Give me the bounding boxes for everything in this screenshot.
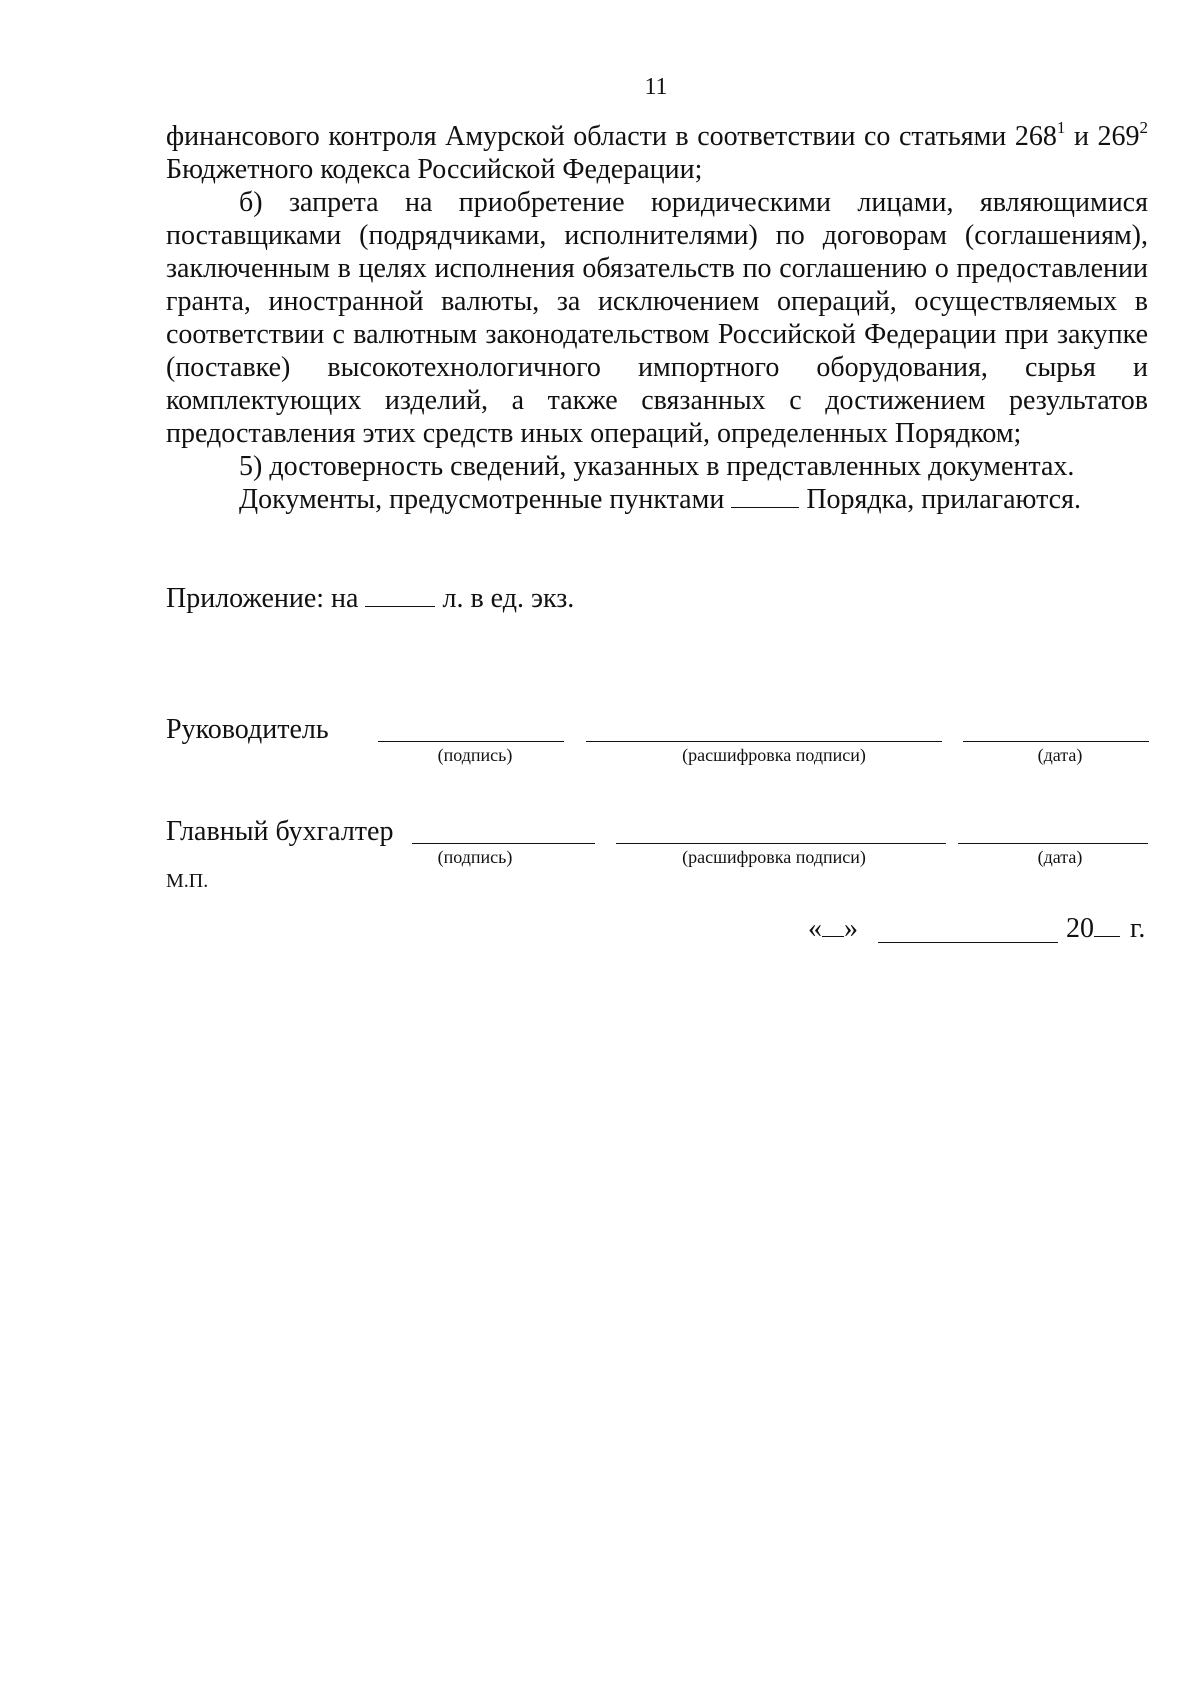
- close-quote: »: [844, 913, 858, 944]
- accountant-decoding-line[interactable]: [616, 843, 946, 844]
- year-suffix: г.: [1130, 913, 1146, 944]
- accountant-date-line[interactable]: [958, 843, 1148, 844]
- paragraph-documents: [166, 483, 1148, 516]
- chief-accountant-label: Главный бухгалтер: [166, 816, 394, 847]
- head-caption-decoding: (расшифровка подписи): [682, 745, 866, 765]
- blank-points-field[interactable]: [731, 485, 799, 508]
- year-field[interactable]: [1094, 914, 1120, 937]
- paragraph-reliability: 5) достоверность сведений, указанных в представленных документах.: [239, 451, 1075, 482]
- open-quote: «: [808, 913, 822, 944]
- accountant-signature-line[interactable]: [412, 843, 595, 844]
- accountant-caption-decoding: (расшифровка подписи): [682, 847, 866, 867]
- paragraph-currency-ban: б) запрета на приобретение юридическими лицами, являющимися поставщиками (подрядчиками, исполнителями) по договорам (соглашениям), заключенным в целях исполнения обязательств по соглашению о предоставлении гранта, иностранной валюты, за исключением операций, осуществляемых в соответствии с валютным законодательством Российской Федерации при закупке (поставке) высокотехнологичного импортного оборудования, сырья и комплектующих изделий, а также связанных с достижением результатов предоставления этих средств иных операций, определенных Порядком;: [166, 187, 1148, 449]
- head-signature-line[interactable]: [378, 741, 564, 742]
- accountant-caption-date: (дата): [1037, 847, 1083, 867]
- head-label: Руководитель: [166, 714, 329, 745]
- head-date-line[interactable]: [963, 741, 1149, 742]
- head-decoding-line[interactable]: [586, 741, 942, 742]
- document-body: [166, 117, 1149, 516]
- appendix-line: [166, 582, 574, 615]
- appendix-label: Приложение: на: [166, 583, 366, 614]
- blank-sheets-field[interactable]: [365, 584, 435, 607]
- day-field[interactable]: [822, 914, 844, 937]
- paragraph-text: и 269: [1065, 121, 1140, 152]
- head-caption-date: (дата): [1037, 745, 1083, 765]
- paragraph-text: финансового контроля Амурской области в соответствии со статьями 268: [166, 121, 1057, 152]
- head-caption-signature: (подпись): [437, 745, 513, 765]
- month-field[interactable]: [878, 942, 1058, 943]
- appendix-text: л. в ед. экз.: [435, 583, 575, 614]
- stamp-label: М.П.: [166, 870, 209, 892]
- superscript: 1: [1056, 117, 1066, 137]
- paragraph-financial-control: [166, 117, 1149, 186]
- year-line: [1066, 912, 1145, 945]
- accountant-caption-signature: (подпись): [437, 847, 513, 867]
- paragraph-text: Документы, предусмотренные пунктами: [239, 484, 732, 515]
- paragraph-text: Бюджетного кодекса Российской Федерации;: [166, 154, 703, 185]
- superscript: 2: [1139, 117, 1149, 137]
- page-number: 11: [644, 74, 668, 100]
- year-prefix: 20: [1066, 913, 1094, 944]
- paragraph-text: Порядка, прилагаются.: [799, 484, 1081, 515]
- date-line: [808, 912, 858, 945]
